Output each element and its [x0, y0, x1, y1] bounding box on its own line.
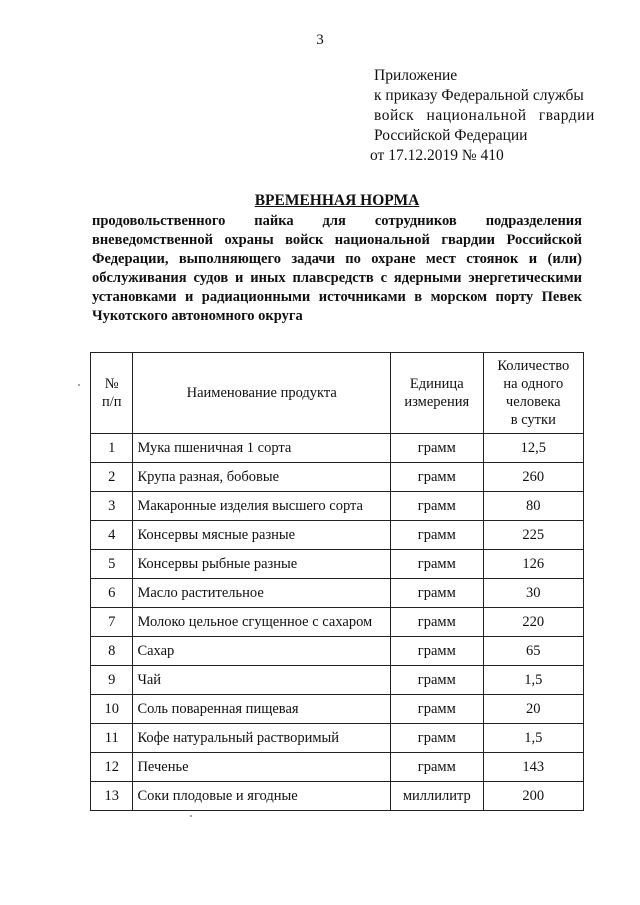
row-unit: грамм	[391, 550, 484, 579]
header-unit-line2: измерения	[404, 394, 470, 410]
title-block	[92, 192, 582, 326]
row-quantity: 225	[483, 521, 583, 550]
row-unit: грамм	[391, 608, 484, 637]
page-number: 3	[316, 32, 324, 48]
appendix-agency: войск национальной гвардии	[374, 107, 595, 124]
row-unit: грамм	[391, 637, 484, 666]
row-quantity: 220	[483, 608, 583, 637]
row-product: Чай	[133, 666, 391, 695]
table-row	[91, 579, 584, 608]
row-product: Макаронные изделия высшего сорта	[133, 492, 391, 521]
row-unit: грамм	[391, 463, 484, 492]
table-row	[91, 637, 584, 666]
header-number	[91, 353, 133, 434]
row-product: Молоко цельное сгущенное с сахаром	[133, 608, 391, 637]
row-number: 11	[91, 724, 133, 753]
table-row	[91, 724, 584, 753]
row-product: Масло растительное	[133, 579, 391, 608]
table-row	[91, 550, 584, 579]
row-unit: грамм	[391, 724, 484, 753]
row-unit: грамм	[391, 492, 484, 521]
row-number: 1	[91, 434, 133, 463]
row-product: Соки плодовые и ягодные	[133, 782, 391, 811]
row-unit: миллилитр	[391, 782, 484, 811]
appendix-block	[370, 66, 595, 166]
row-quantity: 20	[483, 695, 583, 724]
header-unit-line1: Единица	[409, 376, 464, 392]
row-quantity: 1,5	[483, 666, 583, 695]
row-unit: грамм	[391, 579, 484, 608]
row-number: 4	[91, 521, 133, 550]
header-number-abbr: п/п	[101, 394, 122, 410]
row-number: 7	[91, 608, 133, 637]
header-number-symbol: №	[104, 376, 119, 392]
row-number: 13	[91, 782, 133, 811]
scan-speck	[190, 815, 192, 817]
header-product-name: Наименование продукта	[133, 353, 391, 434]
row-quantity: 126	[483, 550, 583, 579]
row-number: 2	[91, 463, 133, 492]
document-subtitle: продовольственного пайка для сотрудников подразделения вневедомственной охраны войск национальной гвардии Российской Федерации, выполняющего задачи по охране мест стоянок и (или) обслуживания судов и иных плавсредств с ядерными энергетическими установками и радиационными источниками в морском порту Певек Чукотского автономного округа	[92, 213, 582, 324]
row-unit: грамм	[391, 753, 484, 782]
row-unit: грамм	[391, 521, 484, 550]
table-row	[91, 608, 584, 637]
row-quantity: 200	[483, 782, 583, 811]
scan-speck	[78, 384, 80, 386]
table-row	[91, 463, 584, 492]
row-quantity: 1,5	[483, 724, 583, 753]
header-quantity	[483, 353, 583, 434]
table-row	[91, 521, 584, 550]
table-header-row	[91, 353, 584, 434]
appendix-label: Приложение	[374, 67, 458, 84]
row-product: Соль поваренная пищевая	[133, 695, 391, 724]
header-quantity-line4: в сутки	[510, 412, 556, 428]
document-title: ВРЕМЕННАЯ НОРМА	[254, 192, 420, 209]
table-row	[91, 492, 584, 521]
row-number: 9	[91, 666, 133, 695]
row-quantity: 80	[483, 492, 583, 521]
appendix-order-date: от 17.12.2019 № 410	[370, 147, 504, 164]
row-unit: грамм	[391, 666, 484, 695]
row-number: 6	[91, 579, 133, 608]
table-row	[91, 666, 584, 695]
table-row	[91, 434, 584, 463]
row-quantity: 30	[483, 579, 583, 608]
row-number: 10	[91, 695, 133, 724]
row-product: Кофе натуральный растворимый	[133, 724, 391, 753]
row-product: Консервы рыбные разные	[133, 550, 391, 579]
row-product: Консервы мясные разные	[133, 521, 391, 550]
row-quantity: 260	[483, 463, 583, 492]
row-product: Мука пшеничная 1 сорта	[133, 434, 391, 463]
row-number: 3	[91, 492, 133, 521]
row-unit: грамм	[391, 434, 484, 463]
row-quantity: 65	[483, 637, 583, 666]
row-quantity: 12,5	[483, 434, 583, 463]
row-unit: грамм	[391, 695, 484, 724]
header-unit	[391, 353, 484, 434]
table-row	[91, 753, 584, 782]
header-quantity-line3: человека	[505, 394, 561, 410]
row-number: 12	[91, 753, 133, 782]
row-number: 5	[91, 550, 133, 579]
appendix-country: Российской Федерации	[374, 127, 528, 144]
header-quantity-line1: Количество	[497, 358, 570, 374]
row-number: 8	[91, 637, 133, 666]
row-product: Печенье	[133, 753, 391, 782]
row-product: Сахар	[133, 637, 391, 666]
appendix-order-ref: к приказу Федеральной службы	[374, 87, 584, 104]
table-row	[91, 695, 584, 724]
ration-norms-table	[90, 352, 584, 811]
header-quantity-line2: на одного	[503, 376, 564, 392]
row-quantity: 143	[483, 753, 583, 782]
row-product: Крупа разная, бобовые	[133, 463, 391, 492]
table-row	[91, 782, 584, 811]
